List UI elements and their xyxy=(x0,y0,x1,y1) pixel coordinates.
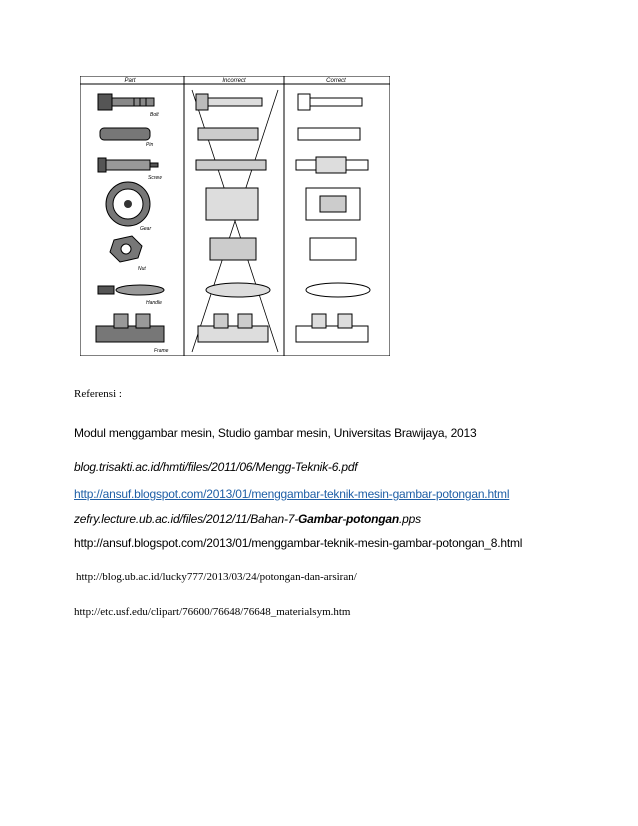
gear-correct-icon xyxy=(306,188,360,220)
header-part: Part xyxy=(124,78,136,84)
label-nut: Nut xyxy=(138,266,146,272)
pin-incorrect-icon xyxy=(198,128,258,140)
header-correct: Correct xyxy=(326,78,346,84)
reference-4-part-d: potongan xyxy=(345,512,400,526)
header-incorrect: Incorrect xyxy=(222,78,246,84)
label-handle: Handle xyxy=(146,300,162,306)
reference-4-part-e: .pps xyxy=(399,512,421,526)
label-pin: Pin xyxy=(146,142,154,148)
reference-4 xyxy=(74,512,421,526)
sectioning-figure xyxy=(80,76,390,356)
pin-correct-icon xyxy=(298,128,360,140)
figure-svg xyxy=(80,76,390,356)
gear-incorrect-icon xyxy=(206,188,258,220)
reference-6: http://blog.ub.ac.id/lucky777/2013/03/24/potongan-dan-arsiran/ xyxy=(76,571,357,583)
handle-correct-icon xyxy=(306,283,370,297)
reference-4-part-c: - xyxy=(342,512,346,526)
label-gear: Gear xyxy=(140,226,152,232)
reference-5: http://ansuf.blogspot.com/2013/01/menggambar-teknik-mesin-gambar-potongan_8.html xyxy=(74,536,523,550)
reference-4-part-a: zefry.lecture.ub.ac.id/files/2012/11/Bahan-7- xyxy=(74,512,299,526)
reference-7: http://etc.usf.edu/clipart/76600/76648/76648_materialsym.htm xyxy=(74,606,351,618)
reference-1: Modul menggambar mesin, Studio gambar mesin, Universitas Brawijaya, 2013 xyxy=(74,426,477,440)
label-frame: Frame xyxy=(154,348,169,354)
gear-part-icon xyxy=(106,182,150,226)
label-bolt: Bolt xyxy=(150,112,159,118)
pin-part-icon xyxy=(100,128,150,140)
references-heading: Referensi : xyxy=(74,388,122,400)
handle-incorrect-icon xyxy=(206,283,270,297)
label-screw: Screw xyxy=(148,175,162,181)
screw-part-icon xyxy=(98,158,158,172)
nut-correct-icon xyxy=(310,238,356,260)
reference-4-part-b: Gambar xyxy=(298,512,343,526)
nut-incorrect-icon xyxy=(210,238,256,260)
reference-3-link[interactable]: http://ansuf.blogspot.com/2013/01/menggambar-teknik-mesin-gambar-potongan.html xyxy=(74,487,510,501)
screw-incorrect-icon xyxy=(196,160,266,170)
handle-part-icon xyxy=(98,285,164,295)
reference-2: blog.trisakti.ac.id/hmti/files/2011/06/Mengg-Teknik-6.pdf xyxy=(74,460,358,474)
